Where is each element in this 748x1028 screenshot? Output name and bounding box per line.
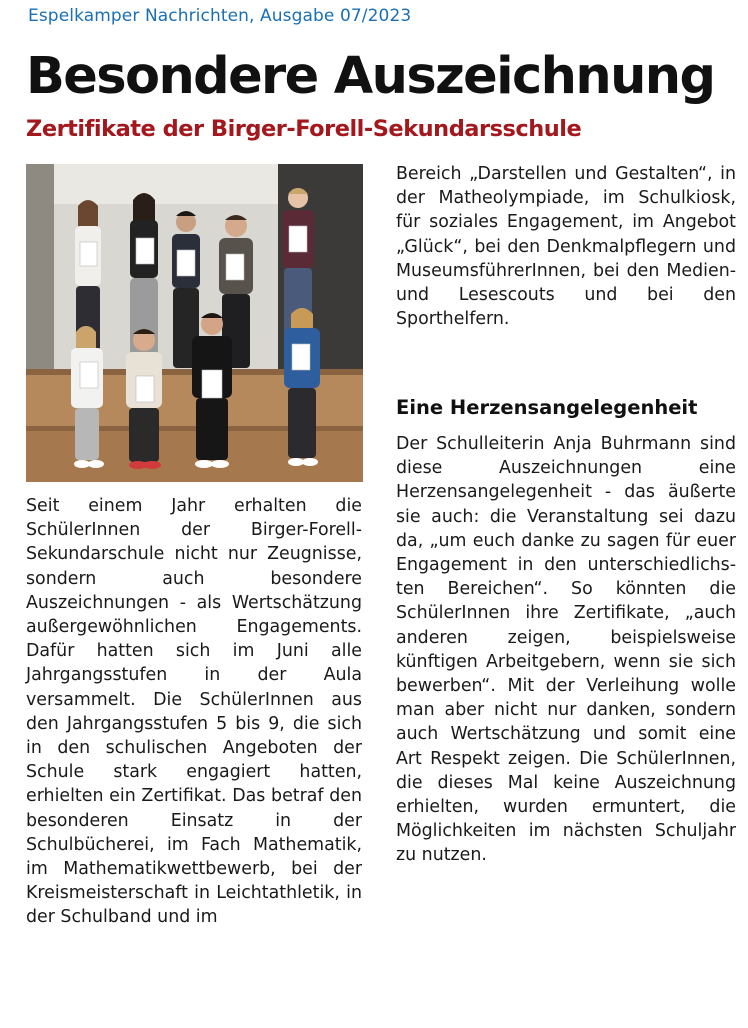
article-body-left-column (26, 494, 362, 930)
section-heading: Eine Herzensangelegenheit (396, 396, 698, 419)
subheadline: Zertifikate der Birger-Forell-Sekundarsschule (26, 116, 582, 142)
body-paragraph-2: Der Schulleiterin Anja Buhrmann sind diese Auszeichnungen eine Herzensangelegenheit - das äußerte sie auch: die Veranstaltung sei dazu da, „um euch danke zu sagen für euer Engagement in den unterschiedlichsten Bereichen“. So könnten die SchülerInnen ihre Zertifikate, „auch anderen zeigen, beispielsweise künftigen Arbeitgebern, wenn sie sich bewerben“. Mit der Verleihung wolle man aber nicht nur danken, sondern auch Wertschätzung und somit eine Art Respekt zeigen. Die SchülerInnen, die dieses Mal keine Auszeichnung erhielten, wurden ermuntert, die Möglichkeiten im nächsten Schuljahr zu nutzen. (396, 434, 736, 866)
body-paragraph-1: Seit einem Jahr erhalten die SchülerInnen der Birger-Forell-Sekundarschule nicht nur Zeugnisse, sondern auch besondere Auszeichnungen - als Wertschätzung außergewöhnlichen Engagements. Dafür hatten sich im Juni alle Jahrgangsstufen in der Aula versammelt. Die SchülerInnen aus den Jahrgangsstufen 5 bis 9, die sich in den schulischen Angeboten der Schule stark engagiert hatten, erhielten ein Zertifikat. Das betraf den besonderen Einsatz in der Schulbücherei, im Fach Mathematik, im Mathematikwettbewerb, bei der Kreismeisterschaft in Leichtathletik, in der Schulband und im (26, 496, 362, 928)
headline: Besondere Auszeichnung (26, 47, 715, 106)
article-body-right-column-top (396, 162, 736, 331)
masthead: Espelkamper Nachrichten, Ausgabe 07/2023 (28, 6, 412, 26)
body-paragraph-continued: Bereich „Darstellen und Gestalten“, in der Matheolympiade, im Schulkiosk, für soziales Engagement, im Angebot „Glück“, bei den Denkmalpflegern und MuseumsführerInnen, bei den Medien- und Lesescouts und bei den Sporthelfern. (396, 164, 736, 330)
photo-illustration (26, 164, 363, 482)
article-photo (26, 164, 363, 482)
article-body-right-column-bottom (396, 432, 736, 868)
